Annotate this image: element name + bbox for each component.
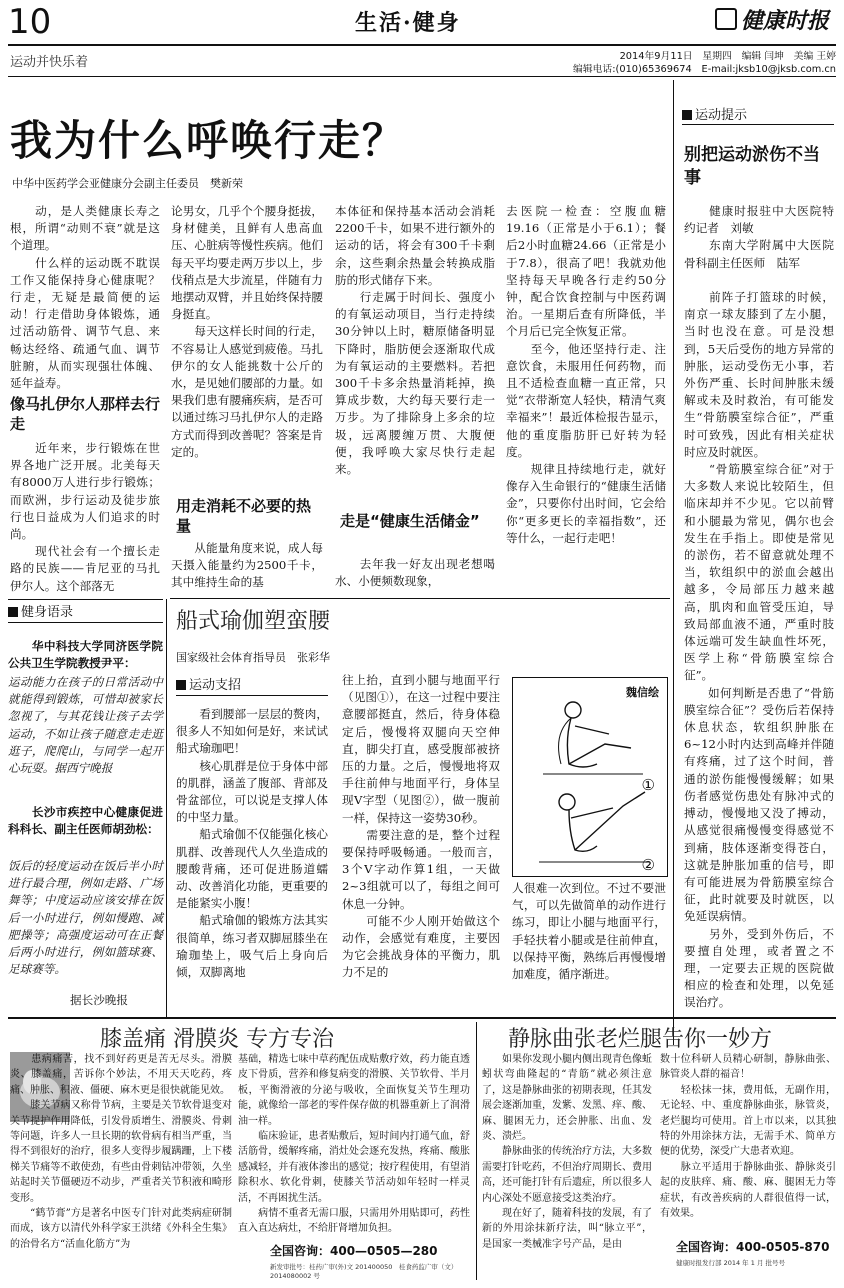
sidebar-label-rule [682, 124, 834, 125]
sayings-q2-name: 长沙市疾控中心健康促进科科长、副主任医师胡劲松： [8, 805, 163, 837]
main-col2-p2: 从能量角度来说，成人每天摄入能量约为2500千卡，其中维持生命的基 [171, 541, 323, 590]
main-col3-p2: 去年我一好友出现老想喝水、小便频数现象， [335, 557, 495, 589]
yoga-figure [512, 677, 668, 877]
square-bullet-icon [682, 110, 692, 120]
sayings-q1-name: 华中科技大学同济医学院公共卫生学院教授尹平： [8, 639, 163, 671]
ad2-phone: 全国咨询：400-0505-870 [676, 1240, 830, 1254]
header-rule-bottom [8, 76, 836, 77]
main-col1-p2: 近年来，步行锻炼在世界各地广泛开展。北美每天有8000万人进行步行锻炼；而欧洲，步行运动及徒步旅行也日益成为人们追求的时尚。 现代社会有一个擅长走路的民族——肯尼亚的马扎伊尔人。这个部落无 [10, 441, 160, 593]
ad1-fine-print: 新发审批号：桂药广审(外)文 201400050 桂食药监广审（文）2014080002 号 [270, 1263, 458, 1280]
sidebar-label-text: 运动提示 [695, 108, 748, 123]
ad2-title: 静脉曲张老烂腿告你一妙方 [508, 1027, 773, 1052]
ads-divider [476, 1022, 477, 1280]
yoga-col3: 人很难一次到位。不过不要泄气，可以先做简单的动作进行练习，即让小腿与地面平行，手轻扶着小腿或是往前伸直，以保持平衡，熟练后再慢慢增加难度，循序渐进。 [512, 881, 666, 982]
section-tagline: 运动并快乐着 [10, 55, 89, 70]
logo-text: 健康时报 [741, 8, 830, 34]
sayings-q1-text: 运动能力在孩子的日常活动中就能得到锻炼，可惜却被家长忽视了，与其花钱让孩子去学运动，不如让孩子随意走走逛逛子，爬爬山，与同学一起开心玩耍。据西宁晚报 [8, 675, 163, 776]
square-bullet-icon [8, 607, 18, 617]
sidebar-title: 别把运动淤伤不当事 [684, 145, 820, 188]
column-divider-right [673, 80, 674, 1045]
date-line: 2014年9月11日 星期四 编辑 闫坤 美编 王婷 [619, 51, 836, 62]
sayings-label [8, 603, 158, 623]
contact-line: 编辑电话:(010)65369674 E-mail:jksb10@jksb.com.cn [573, 64, 836, 75]
yoga-title: 船式瑜伽塑蛮腰 [176, 609, 331, 634]
ad1-text-b: 基础，精选七味中草药配伍成贴敷疗效，药力能直透皮下骨质，营养和修复病变的滑膜、关节软骨、半月板，平衡滑液的分泌与吸收，全面恢复关节生理功能，就像给一部老的零件保存做的机器重新上了润滑油一样。 临床验证，患者贴敷后，短时间内打通气血，舒活筋骨，缓解疼痛，消灶处会逐充发热，疼痛、酸胀感减轻，并有液体渗出的感觉；按疗程使用，有望消除积水、软化骨刺，使膝关节活动如年轻时一样灵活，不再困扰生活。 病情不重者无需口服，只需用外用贴即可，药性直入直达病灶，不给肝肾增加负担。 [238, 1054, 470, 1235]
figure-label-2: ② [641, 856, 655, 874]
yoga-label [176, 676, 326, 696]
sidebar-body: 前阵子打篮球的时候，南京一球友膝到了左小腿，当时也没在意。可是没想到，5天后受伤的地方异常的肿胀，运动受伤无小事，若外伤严重、长时间肿胀未缓解或未及时救治，有可能发生“骨筋膜室综合征”，严重时可致残，因此有相关症状时应及时就医。 “骨筋膜室综合征”对于大多数人来说比较陌生，但临床却并不少见。它以前臂和小腿最为常见，偶尔也会发生在手指上。即使是常见的淤伤，若不留意就处理不当，软组织中的淤血会越出越多，令局部压力越来越高，肌肉和血管受压迫，导致局部血液不通，严重时肢体远端可发生缺血性坏死，医学上称“骨筋膜室综合征”。 如何判断是否患了“骨筋膜室综合征”？受伤后若保持休息状态，软组织肿胀在6~12小时内达到高峰并伴随有疼痛，过了这个时间，普通的淤伤能慢慢缓解；如果伤者感觉伤患处有脉冲式的搏动，慢慢地又没了搏动，从感觉很痛慢慢变得感觉不到痛，肢体逐渐变得苍白，这就是肿胀加重的信号，即有可能进展为骨筋膜室综合征，此时就要及时就医，以免延误病情。 另外，受到外伤后，不要擅自处理，或者置之不理，一定要去正规的医院做相应的检查和处理，以免延误治疗。 [684, 290, 834, 1010]
header-rule [8, 44, 836, 46]
sayings-top-rule [8, 599, 163, 600]
ad2-text-b: 数十位科研人员精心研制，静脉曲张、脉管炎人群的福音！ 轻松抹一抹，费用低，无副作用，无论轻、中、重度静脉曲张，脉管炎，老烂腿均可使用。首上市以来，以其独特的外用涂抹方法，无需手术、简单方便的优势，深受广大患者欢迎。 脉立平适用于静脉曲张、静脉炎引起的皮肤痒、痛、酸、麻、腿困无力等症状，有改善疾病的人群很值得一试，有效果。 [660, 1054, 836, 1220]
yoga-label-rule [176, 695, 328, 696]
main-col3-p1: 本体征和保持基本活动会消耗2200千卡，如果不进行额外的运动的话，将会有300千卡剩余，这些剩余热量会转换成脂肪的形式储存下来。 行走属于时间长、强度小的有氧运动项目，当行走持续30分钟以上时，糖原储备明显下降时，脂肪便会逐渐取代成为有氧运动的主要燃料。若把300千卡多余热量消耗掉，换算成步数，大约每天要行走一万步。为了排除身上多余的垃圾，远离腰缠万贯、大腹便便，我呼唤大家尽快行走起来。 [335, 204, 495, 477]
ad2-text-a: 如果你发现小腿内侧出现青色像蚯蚓状弯曲隆起的“青筋”就必须注意了，这是静脉曲张的初期表现，任其发展会逐渐加重，发紫、发黑、痒、酸、麻、腿困无力，还会肿胀、出血、发炎、溃烂。 静脉曲张的传统治疗方法，大多数需要打针吃药，不但治疗周期长、费用高，还可能打针有后遗症，所以很多人内心深处不愿意接受这类治疗。 现在好了，随着科技的发展，有了新的外用涂抹新疗法，叫“脉立平”，是国家一类械准字号产品，是由 [482, 1054, 652, 1250]
subhead-calorie: 用走消耗不必要的热量 [176, 497, 312, 535]
main-byline: 中华中医药学会亚健康分会副主任委员 樊新荣 [12, 177, 243, 190]
sidebar-reporter: 健康时报驻中大医院特约记者 刘敏 东南大学附属中大医院骨科副主任医师 陆军 [684, 204, 834, 270]
subhead-savings: 走是“健康生活储金” [340, 512, 480, 530]
sayings-q2-source: 据长沙晚报 [70, 993, 128, 1007]
figure-label-1: ① [641, 776, 655, 794]
sayings-q2-text: 饭后的轻度运动在饭后半小时进行最合理，例如走路、广场舞等；中度运动应该安排在饭后一小时进行，例如慢跑、减肥操等；高强度运动可在正餐后两小时进行，例如篮球赛、足球赛等。 [8, 859, 163, 977]
main-article-bottom-rule [170, 598, 670, 599]
logo-emblem-icon [715, 8, 737, 30]
sidebar-label [682, 106, 832, 126]
ad1-phone: 全国咨询：400—0505—280 [270, 1244, 438, 1258]
yoga-label-text: 运动支招 [189, 678, 242, 693]
yoga-col1: 看到腰部一层层的赘肉，很多人不知如何是好，来试试船式瑜珈吧！ 核心肌群是位于身体中部的肌群，涵盖了腹部、背部及骨盆部位，可以说是支撑人体的中坚力量。 船式瑜伽不仅能强化核心肌群、改善现代人久坐造成的腰酸背痛，还可促进肠道蠕动、改善消化功能，更重要的是能紧实小腹！ 船式瑜伽的锻炼方法其实很简单，练习者双脚屈膝坐在瑜珈垫上，吸气后上身向后倾，双脚离地 [176, 707, 328, 980]
yoga-col2: 往上抬，直到小腿与地面平行（见图①），在这一过程中要注意腰部挺直，然后，待身体稳定后，慢慢将双腿向天空伸直，脚尖打直，感受腹部被挤压的力量。之后，慢慢地将双手往前伸与地面平行，身体呈现V字型（见图②），做一腹前一样，保持这一姿势30秒。 需要注意的是，整个过程要保持呼吸畅通。一般而言，3个V字动作算1组，一天做2~3组就可以了，每组之间可休息一分钟。 可能不少人刚开始做这个动作，会感觉有难度，主要因为它会挑战身体的平衡力，肌力不足的 [342, 673, 500, 980]
ad1-text-a: 患病痛苦，找不到好药更是苦无尽头。滑膜炎、膝盖痛，苦诉你个妙法，不用天天吃药，疼痛、肿胀、积液、僵硬、麻木更是很快就能见效。 膝关节病又称骨节病，主要是关节软骨退变对关节提护作用降低，引发骨质增生、滑膜炎、骨刺等问题，许多人一旦长期的软骨病有相当严重，当得不到很好的治疗，很多人变得步履蹒跚，上下楼梯关节痛等不敢使劲，有些由骨刺钻冲带领，久坐站起时关节僵硬迈不动步，严重者关节积液和畸形变形。 “鹤节膏”方是著名中医专门针对此类病症研制而成，该方以清代外科学家王洪绪《外科全生集》的治骨名方“活血化筋方”为 [10, 1054, 232, 1250]
yoga-byline: 国家级社会体育指导员 张彩华 [176, 651, 330, 664]
subhead-mazai: 像马扎伊尔人那样去行走 [10, 395, 161, 433]
section-title: 生活·健身 [355, 10, 461, 36]
sayings-label-text: 健身语录 [21, 605, 74, 620]
square-bullet-icon [176, 680, 186, 690]
main-col1-p1: 动，是人类健康长寿之根，所谓“动则不衰”就是这个道理。 什么样的运动既不耽误工作又能保持身心健康呢？行走，无疑是最简便的运动！行走借助身体锻炼，通过活动筋骨、调节气息、来畅达经络、疏通气血、调节脏腑，从而实现强壮体魄、延年益寿。 [10, 204, 160, 391]
page-number: 10 [8, 2, 52, 42]
newspaper-logo [715, 4, 829, 35]
sayings-divider [166, 599, 167, 1017]
main-col2-p1: 论男女，几乎个个腰身挺拔，身材健美，且鲜有人患高血压、心脏病等慢性疾病。他们每天平均要走两万步以上，步伐稍点是大步流星，伴随有力地摆动双臂，并且始终保持腰身挺直。 每天这样长时间的行走，不容易让人感觉到疲倦。马扎伊尔的女人能挑数十公斤的水，是见她们腰部的力量。如果我们患有腰痛疾病，是否可以通过练习马扎伊尔人的走路方式而得到改善呢？答案是肯定的。 [171, 204, 323, 459]
main-headline: 我为什么呼唤行走？ [10, 116, 407, 165]
sayings-label-rule [8, 622, 163, 623]
ad1-title: 膝盖痛 滑膜炎 专方专治 [100, 1027, 334, 1052]
main-col4: 去医院一检查：空腹血糖19.16（正常是小于6.1）；餐后2小时血糖24.66（正常是小于7.8），很高了吧！我就劝他坚持每天早晚各行走约50分钟，配合饮食控制与中医药调治。一星期后查有所降低，半个月后已完全恢复正常。 至今，他还坚持行走、注意饮食，未服用任何药物，而且不适检查血糖一直正常，只觉“衣带渐宽人轻快，精清气爽幸福来”！最近体检报告显示，他的重度脂肪肝已好转为轻度。 规律且持续地行走，就好像存入生命银行的“健康生活储金”，只要你付出时间，它会给你“更多更长的幸福指数”，还等什么，一起行走吧！ [506, 204, 666, 545]
ad2-fine-print: 健康时报发行部 2014 年 1 月 批号号 [676, 1259, 786, 1267]
figure-credit: 魏信绘 [626, 686, 659, 699]
ads-top-rule [8, 1017, 836, 1019]
